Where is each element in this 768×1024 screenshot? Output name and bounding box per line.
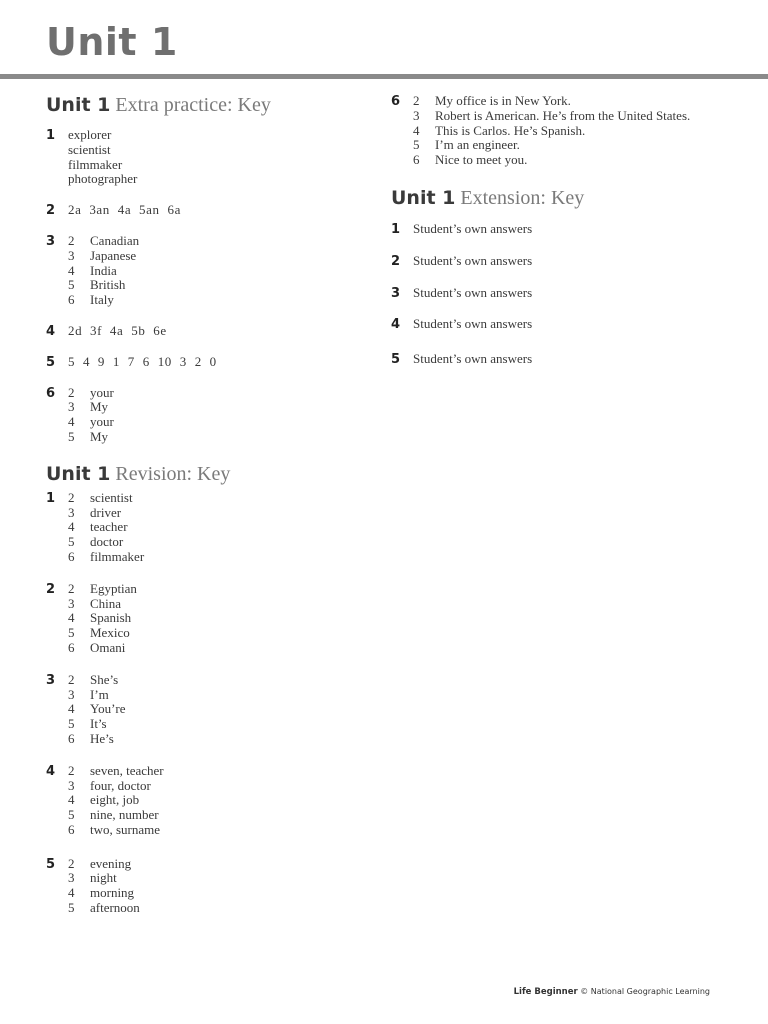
item-number: 5 bbox=[68, 428, 75, 444]
answer-row bbox=[68, 249, 356, 264]
footer-brand: Life Beginner bbox=[513, 987, 578, 997]
answer-text: morning bbox=[90, 885, 135, 901]
answer-row bbox=[68, 808, 356, 823]
answer-text: night bbox=[90, 870, 117, 886]
item-number: 4 bbox=[68, 885, 75, 901]
section-sub-label: Extra practice: Key bbox=[115, 94, 271, 116]
exercise-6 bbox=[46, 386, 356, 445]
item-number: 5 bbox=[68, 716, 75, 732]
answer-text: evening bbox=[90, 855, 132, 871]
exercise-number: 3 bbox=[46, 233, 56, 249]
section-unit-label: Unit 1 bbox=[46, 462, 111, 485]
item-number: 3 bbox=[68, 399, 75, 415]
answer-row bbox=[413, 124, 731, 139]
answer-row bbox=[68, 520, 356, 535]
exercise-number: 5 bbox=[46, 354, 56, 370]
item-number: 2 bbox=[68, 384, 75, 400]
exercise-answers bbox=[68, 857, 356, 916]
item-number: 6 bbox=[68, 639, 75, 655]
extension-exercise-2 bbox=[391, 254, 731, 269]
item-number: 3 bbox=[68, 247, 75, 263]
exercise-answers bbox=[68, 673, 356, 747]
answer-row bbox=[413, 94, 731, 109]
answer-text: British bbox=[90, 277, 126, 293]
exercise-answers bbox=[68, 764, 356, 838]
answer-row bbox=[68, 293, 356, 308]
answer-text: My office is in New York. bbox=[435, 93, 571, 108]
answer-row bbox=[68, 506, 356, 521]
answer-line: Student’s own answers bbox=[413, 252, 533, 268]
exercise-6-continued bbox=[391, 94, 731, 168]
answer-row bbox=[68, 535, 356, 550]
item-number: 5 bbox=[68, 807, 75, 823]
answer-row bbox=[68, 626, 356, 641]
section-unit-label: Unit 1 bbox=[46, 94, 111, 116]
exercise-answers bbox=[68, 491, 356, 565]
answer-row bbox=[68, 430, 356, 445]
item-number: 2 bbox=[68, 855, 75, 871]
exercise-number: 4 bbox=[46, 763, 56, 779]
answer-text: My bbox=[90, 428, 109, 444]
item-number: 2 bbox=[68, 489, 75, 505]
answer-row bbox=[68, 779, 356, 794]
answer-text: China bbox=[90, 595, 122, 611]
exercise-number: 1 bbox=[46, 490, 56, 506]
answer-row bbox=[68, 688, 356, 703]
answer-text: This is Carlos. He’s Spanish. bbox=[435, 122, 586, 138]
answer-text: I’m bbox=[90, 686, 109, 702]
answer-text: I’m an engineer. bbox=[435, 137, 520, 153]
exercise-number: 1 bbox=[46, 128, 56, 143]
answer-line: scientist bbox=[68, 141, 111, 157]
answer-text: India bbox=[90, 262, 117, 278]
answer-line: Student’s own answers bbox=[413, 316, 533, 332]
answer-text: your bbox=[90, 384, 114, 400]
extension-exercise-4 bbox=[391, 317, 731, 332]
item-number: 4 bbox=[68, 414, 75, 430]
answer-text: nine, number bbox=[90, 807, 159, 823]
exercise-number: 2 bbox=[46, 203, 56, 219]
extension-exercise-3 bbox=[391, 286, 731, 301]
answer-row bbox=[68, 415, 356, 430]
section-sub-label: Revision: Key bbox=[115, 462, 231, 485]
page-title: Unit 1 bbox=[46, 20, 178, 64]
answer-row bbox=[68, 673, 356, 688]
header-divider bbox=[0, 74, 768, 79]
exercise-answers bbox=[68, 234, 356, 308]
item-number: 5 bbox=[413, 137, 420, 153]
answer-row bbox=[68, 702, 356, 717]
item-number: 4 bbox=[68, 262, 75, 278]
answer-text: teacher bbox=[90, 519, 128, 535]
revision-exercise-5 bbox=[46, 857, 356, 916]
answer-row bbox=[413, 138, 731, 153]
answer-text: Nice to meet you. bbox=[435, 152, 528, 168]
section-unit-label: Unit 1 bbox=[391, 186, 456, 209]
revision-exercise-1 bbox=[46, 491, 356, 565]
answer-line: filmmaker bbox=[68, 156, 123, 172]
answer-row bbox=[68, 717, 356, 732]
item-number: 3 bbox=[68, 504, 75, 520]
item-number: 2 bbox=[68, 232, 75, 248]
item-number: 5 bbox=[68, 625, 75, 641]
exercise-3 bbox=[46, 234, 356, 308]
exercise-answers bbox=[68, 128, 356, 187]
answer-text: Omani bbox=[90, 639, 126, 655]
answer-row bbox=[68, 597, 356, 612]
item-number: 6 bbox=[413, 152, 420, 168]
answer-text: Italy bbox=[90, 292, 114, 308]
item-number: 3 bbox=[68, 870, 75, 886]
answer-line: photographer bbox=[68, 171, 138, 187]
answer-row bbox=[68, 732, 356, 747]
exercise-number: 2 bbox=[46, 581, 56, 597]
answer-row bbox=[68, 582, 356, 597]
item-number: 4 bbox=[68, 610, 75, 626]
answer-line: Student’s own answers bbox=[413, 220, 533, 236]
page-header bbox=[0, 0, 768, 80]
answer-line: Student’s own answers bbox=[413, 351, 533, 367]
answer-text: scientist bbox=[90, 489, 133, 505]
answer-text: Spanish bbox=[90, 610, 132, 626]
answer-row bbox=[68, 234, 356, 249]
item-number: 6 bbox=[68, 292, 75, 308]
answer-row bbox=[68, 641, 356, 656]
answer-row bbox=[68, 901, 356, 916]
exercise-2 bbox=[46, 203, 356, 218]
item-number: 2 bbox=[68, 671, 75, 687]
exercise-number: 1 bbox=[391, 221, 401, 237]
exercise-5 bbox=[46, 355, 356, 370]
answer-line: explorer bbox=[68, 127, 112, 142]
answer-row bbox=[68, 550, 356, 565]
answer-text: It’s bbox=[90, 716, 107, 732]
answer-row bbox=[68, 793, 356, 808]
answer-text: four, doctor bbox=[90, 777, 151, 793]
answer-row bbox=[68, 764, 356, 779]
exercise-number: 6 bbox=[46, 385, 56, 401]
page-footer bbox=[514, 987, 710, 997]
item-number: 3 bbox=[68, 777, 75, 793]
answer-line: Student’s own answers bbox=[413, 284, 533, 300]
item-number: 3 bbox=[68, 686, 75, 702]
answer-text: eight, job bbox=[90, 792, 140, 808]
answer-row bbox=[68, 823, 356, 838]
left-column bbox=[46, 90, 356, 916]
item-number: 3 bbox=[413, 107, 420, 123]
item-number: 6 bbox=[68, 548, 75, 564]
extension-exercise-5 bbox=[391, 352, 731, 367]
item-number: 3 bbox=[68, 595, 75, 611]
item-number: 5 bbox=[68, 534, 75, 550]
exercise-answers bbox=[68, 386, 356, 445]
exercise-number: 4 bbox=[391, 317, 401, 333]
answer-text: Japanese bbox=[90, 247, 137, 263]
exercise-number: 4 bbox=[46, 323, 56, 339]
answer-text: Robert is American. He’s from the United States. bbox=[435, 107, 691, 123]
answer-text: He’s bbox=[90, 730, 114, 746]
answer-row bbox=[413, 153, 731, 168]
footer-copyright: © National Geographic Learning bbox=[580, 987, 710, 996]
exercise-1 bbox=[46, 128, 356, 187]
revision-exercise-4 bbox=[46, 764, 356, 838]
item-number: 4 bbox=[68, 701, 75, 717]
answer-row bbox=[68, 886, 356, 901]
answer-text: Egyptian bbox=[90, 580, 137, 596]
exercise-number: 6 bbox=[391, 94, 401, 109]
item-number: 4 bbox=[413, 122, 420, 138]
exercise-answers bbox=[413, 94, 731, 168]
item-number: 6 bbox=[68, 730, 75, 746]
exercise-number: 3 bbox=[391, 285, 401, 301]
answer-text: seven, teacher bbox=[90, 762, 164, 778]
item-number: 5 bbox=[68, 900, 75, 916]
answer-text: doctor bbox=[90, 534, 124, 550]
answer-row bbox=[68, 264, 356, 279]
item-number: 2 bbox=[413, 93, 420, 108]
item-number: 4 bbox=[68, 519, 75, 535]
answer-line: 2a 3an 4a 5an 6a bbox=[68, 202, 181, 218]
answer-text: afternoon bbox=[90, 900, 140, 916]
answer-row bbox=[68, 491, 356, 506]
answer-row bbox=[68, 871, 356, 886]
answer-text: driver bbox=[90, 504, 122, 520]
exercise-answers bbox=[68, 582, 356, 656]
answer-text: My bbox=[90, 399, 109, 415]
answer-text: Canadian bbox=[90, 232, 140, 248]
revision-exercise-2 bbox=[46, 582, 356, 656]
revision-exercise-3 bbox=[46, 673, 356, 747]
item-number: 6 bbox=[68, 821, 75, 837]
item-number: 4 bbox=[68, 792, 75, 808]
exercise-number: 5 bbox=[46, 856, 56, 872]
answer-text: two, surname bbox=[90, 821, 161, 837]
item-number: 5 bbox=[68, 277, 75, 293]
answer-row bbox=[68, 400, 356, 415]
exercise-number: 2 bbox=[391, 253, 401, 269]
exercise-number: 5 bbox=[391, 352, 401, 368]
answer-row bbox=[68, 857, 356, 872]
item-number: 2 bbox=[68, 762, 75, 778]
answer-row bbox=[68, 278, 356, 293]
answer-text: You’re bbox=[90, 701, 126, 717]
answer-row bbox=[413, 109, 731, 124]
answer-line: 5 4 9 1 7 6 10 3 2 0 bbox=[68, 353, 217, 369]
section-sub-label: Extension: Key bbox=[460, 186, 585, 209]
answer-row bbox=[68, 611, 356, 626]
exercise-number: 3 bbox=[46, 672, 56, 688]
extension-heading bbox=[391, 183, 731, 213]
answer-row bbox=[68, 386, 356, 401]
answer-text: filmmaker bbox=[90, 548, 145, 564]
item-number: 2 bbox=[68, 580, 75, 596]
exercise-4 bbox=[46, 324, 356, 339]
answer-text: She’s bbox=[90, 671, 119, 687]
revision-heading bbox=[46, 459, 356, 489]
extension-exercise-1 bbox=[391, 222, 731, 237]
extra-practice-heading bbox=[46, 90, 356, 120]
answer-text: your bbox=[90, 414, 114, 430]
answer-line: 2d 3f 4a 5b 6e bbox=[68, 322, 167, 338]
right-column bbox=[391, 94, 731, 367]
answer-text: Mexico bbox=[90, 625, 130, 641]
